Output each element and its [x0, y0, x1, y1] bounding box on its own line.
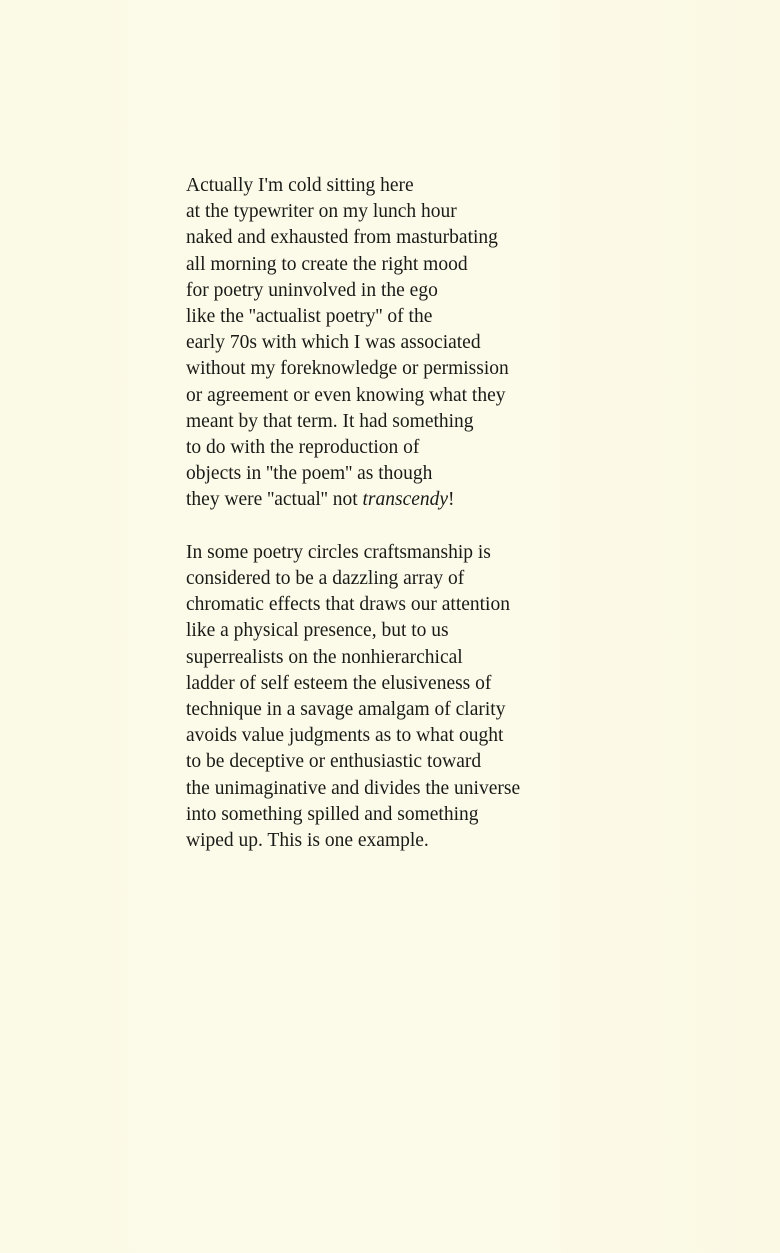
poem-line: at the typewriter on my lunch hour — [186, 201, 457, 223]
poem-line: avoids value judgments as to what ought — [186, 725, 504, 747]
poem-line: into something spilled and something — [186, 803, 479, 825]
poem-line: to do with the reproduction of — [186, 437, 420, 459]
stanza-2 — [186, 540, 626, 854]
poem-line: wiped up. This is one example. — [186, 830, 429, 852]
poem-line-final — [186, 487, 626, 513]
poem-line: like the ''actualist poetry'' of the — [186, 306, 433, 328]
poem-line: without my foreknowledge or permission — [186, 358, 509, 380]
poem-line: superrealists on the nonhierarchical — [186, 646, 463, 668]
poem-line-start: they were ''actual'' not — [186, 489, 363, 511]
poem-line: objects in ''the poem'' as though — [186, 463, 433, 485]
poem-line: technique in a savage amalgam of clarity — [186, 699, 506, 721]
poem-line: Actually I'm cold sitting here — [186, 175, 414, 196]
poem-line: meant by that term. It had something — [186, 410, 474, 432]
poem-line: the unimaginative and divides the universe — [186, 777, 521, 799]
poem-text — [186, 173, 626, 854]
poem-line: ladder of self esteem the elusiveness of — [186, 672, 492, 694]
poem-line: or agreement or even knowing what they — [186, 384, 506, 406]
poem-line: considered to be a dazzling array of — [186, 568, 465, 590]
poem-line: naked and exhausted from masturbating — [186, 227, 498, 249]
italic-word: transcendy — [362, 489, 449, 511]
poem-line: like a physical presence, but to us — [186, 620, 449, 642]
poem-line: for poetry uninvolved in the ego — [186, 279, 438, 301]
poem-line: all morning to create the right mood — [186, 253, 468, 275]
stanza-1 — [186, 173, 626, 514]
poem-line: early 70s with which I was associated — [186, 332, 481, 354]
poem-line: In some poetry circles craftsmanship is — [186, 541, 491, 563]
exclamation: ! — [448, 489, 455, 511]
poem-line: chromatic effects that draws our attention — [186, 594, 510, 616]
poem-line: to be deceptive or enthusiastic toward — [186, 751, 482, 773]
